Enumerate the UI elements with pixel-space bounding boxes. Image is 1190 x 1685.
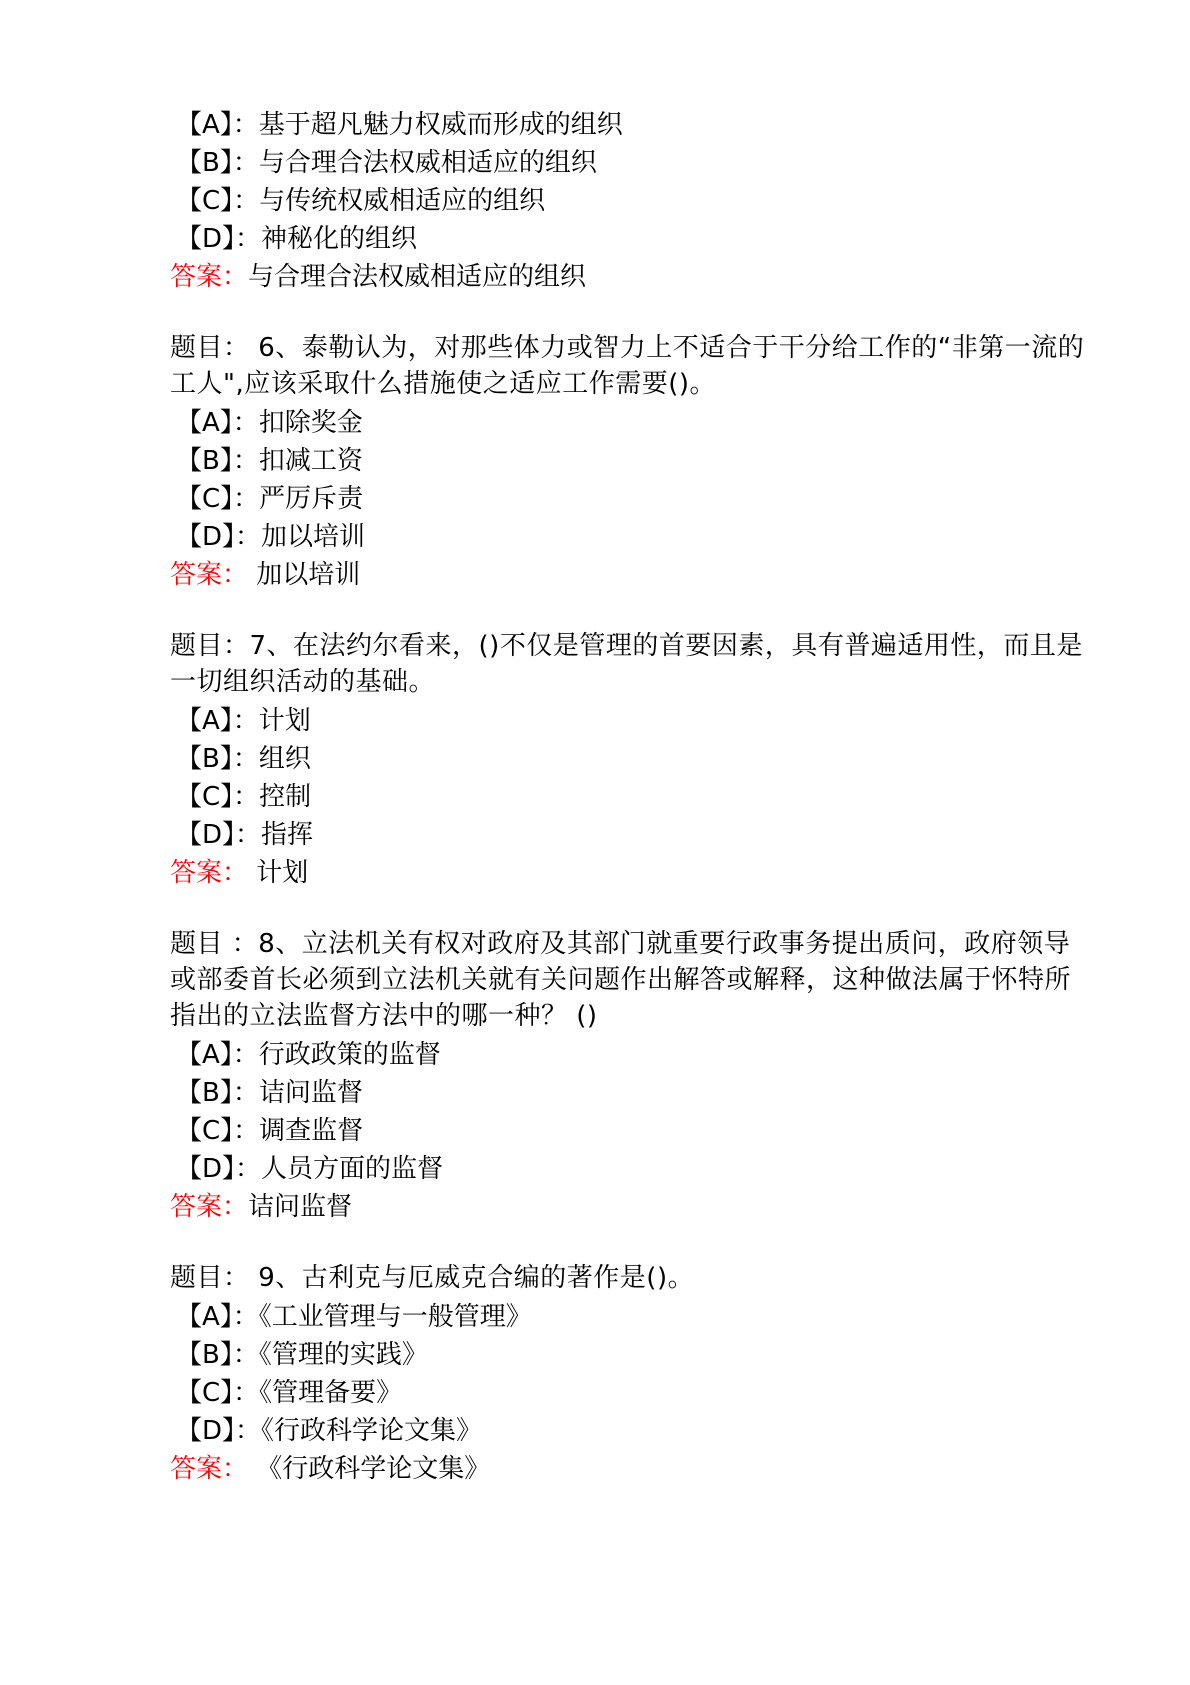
option-a: 【A】：基于超凡魅力权威而形成的组织: [176, 110, 623, 140]
answer-line: [170, 1450, 1090, 1488]
exam-page: [170, 106, 1090, 1488]
option-c: 【C】：调查监督: [176, 1116, 364, 1146]
option-c: 【C】：与传统权威相适应的组织: [176, 186, 546, 216]
answer-label: 答案：: [170, 560, 249, 590]
question-stem: 题目：7、在法约尔看来，()不仅是管理的首要因素，具有普遍适用性，而且是一切组织活动的基础。: [170, 631, 1083, 697]
option-a: 【A】：扣除奖金: [176, 408, 363, 438]
answer-line: [170, 854, 1090, 892]
question-stem: 题目： 9、古利克与厄威克合编的著作是()。: [170, 1263, 695, 1293]
answer-label: 答案：: [170, 858, 249, 888]
answer-line: [170, 258, 1090, 296]
answer-text: 计划: [248, 858, 309, 888]
answer-text: 《行政科学论文集》: [248, 1454, 491, 1484]
option-b: 【B】：扣减工资: [176, 446, 363, 476]
question-stem: 题目 ：8、立法机关有权对政府及其部门就重要行政事务提出质问，政府领导或部委首长必须到立法机关就有关问题作出解答或解释，这种做法属于怀特所指出的立法监督方法中的哪一种？ (): [170, 929, 1072, 1031]
question-6: [170, 330, 1090, 594]
question-8: [170, 926, 1090, 1226]
answer-text: 诘问监督: [248, 1192, 353, 1222]
question-7: [170, 628, 1090, 892]
option-d: 【D】：加以培训: [176, 522, 366, 552]
question-9: [170, 1260, 1090, 1488]
option-d: 【D】：指挥: [176, 820, 314, 850]
option-a: 【A】：行政政策的监督: [176, 1040, 441, 1070]
answer-label: 答案：: [170, 1192, 249, 1222]
option-d: 【D】：人员方面的监督: [176, 1154, 444, 1184]
option-d: 【D】：《行政科学论文集》: [176, 1416, 483, 1446]
question-5: [170, 106, 1090, 296]
option-b: 【B】：与合理合法权威相适应的组织: [176, 148, 597, 178]
option-c: 【C】：《管理备要》: [176, 1378, 403, 1408]
option-d: 【D】：神秘化的组织: [176, 224, 418, 254]
option-b: 【B】：诘问监督: [176, 1078, 363, 1108]
option-a: 【A】：《工业管理与一般管理》: [176, 1302, 532, 1332]
answer-label: 答案：: [170, 262, 249, 292]
answer-text: 与合理合法权威相适应的组织: [248, 262, 587, 292]
option-a: 【A】：计划: [176, 706, 311, 736]
option-c: 【C】：控制: [176, 782, 312, 812]
option-b: 【B】：组织: [176, 744, 311, 774]
answer-line: [170, 1188, 1090, 1226]
option-b: 【B】：《管理的实践》: [176, 1340, 428, 1370]
answer-text: 加以培训: [248, 560, 361, 590]
option-c: 【C】：严厉斥责: [176, 484, 364, 514]
answer-label: 答案：: [170, 1454, 249, 1484]
question-stem: 题目： 6、泰勒认为，对那些体力或智力上不适合于干分给工作的“非第一流的工人",应该采取什么措施使之适应工作需要()。: [170, 333, 1085, 399]
answer-line: [170, 556, 1090, 594]
